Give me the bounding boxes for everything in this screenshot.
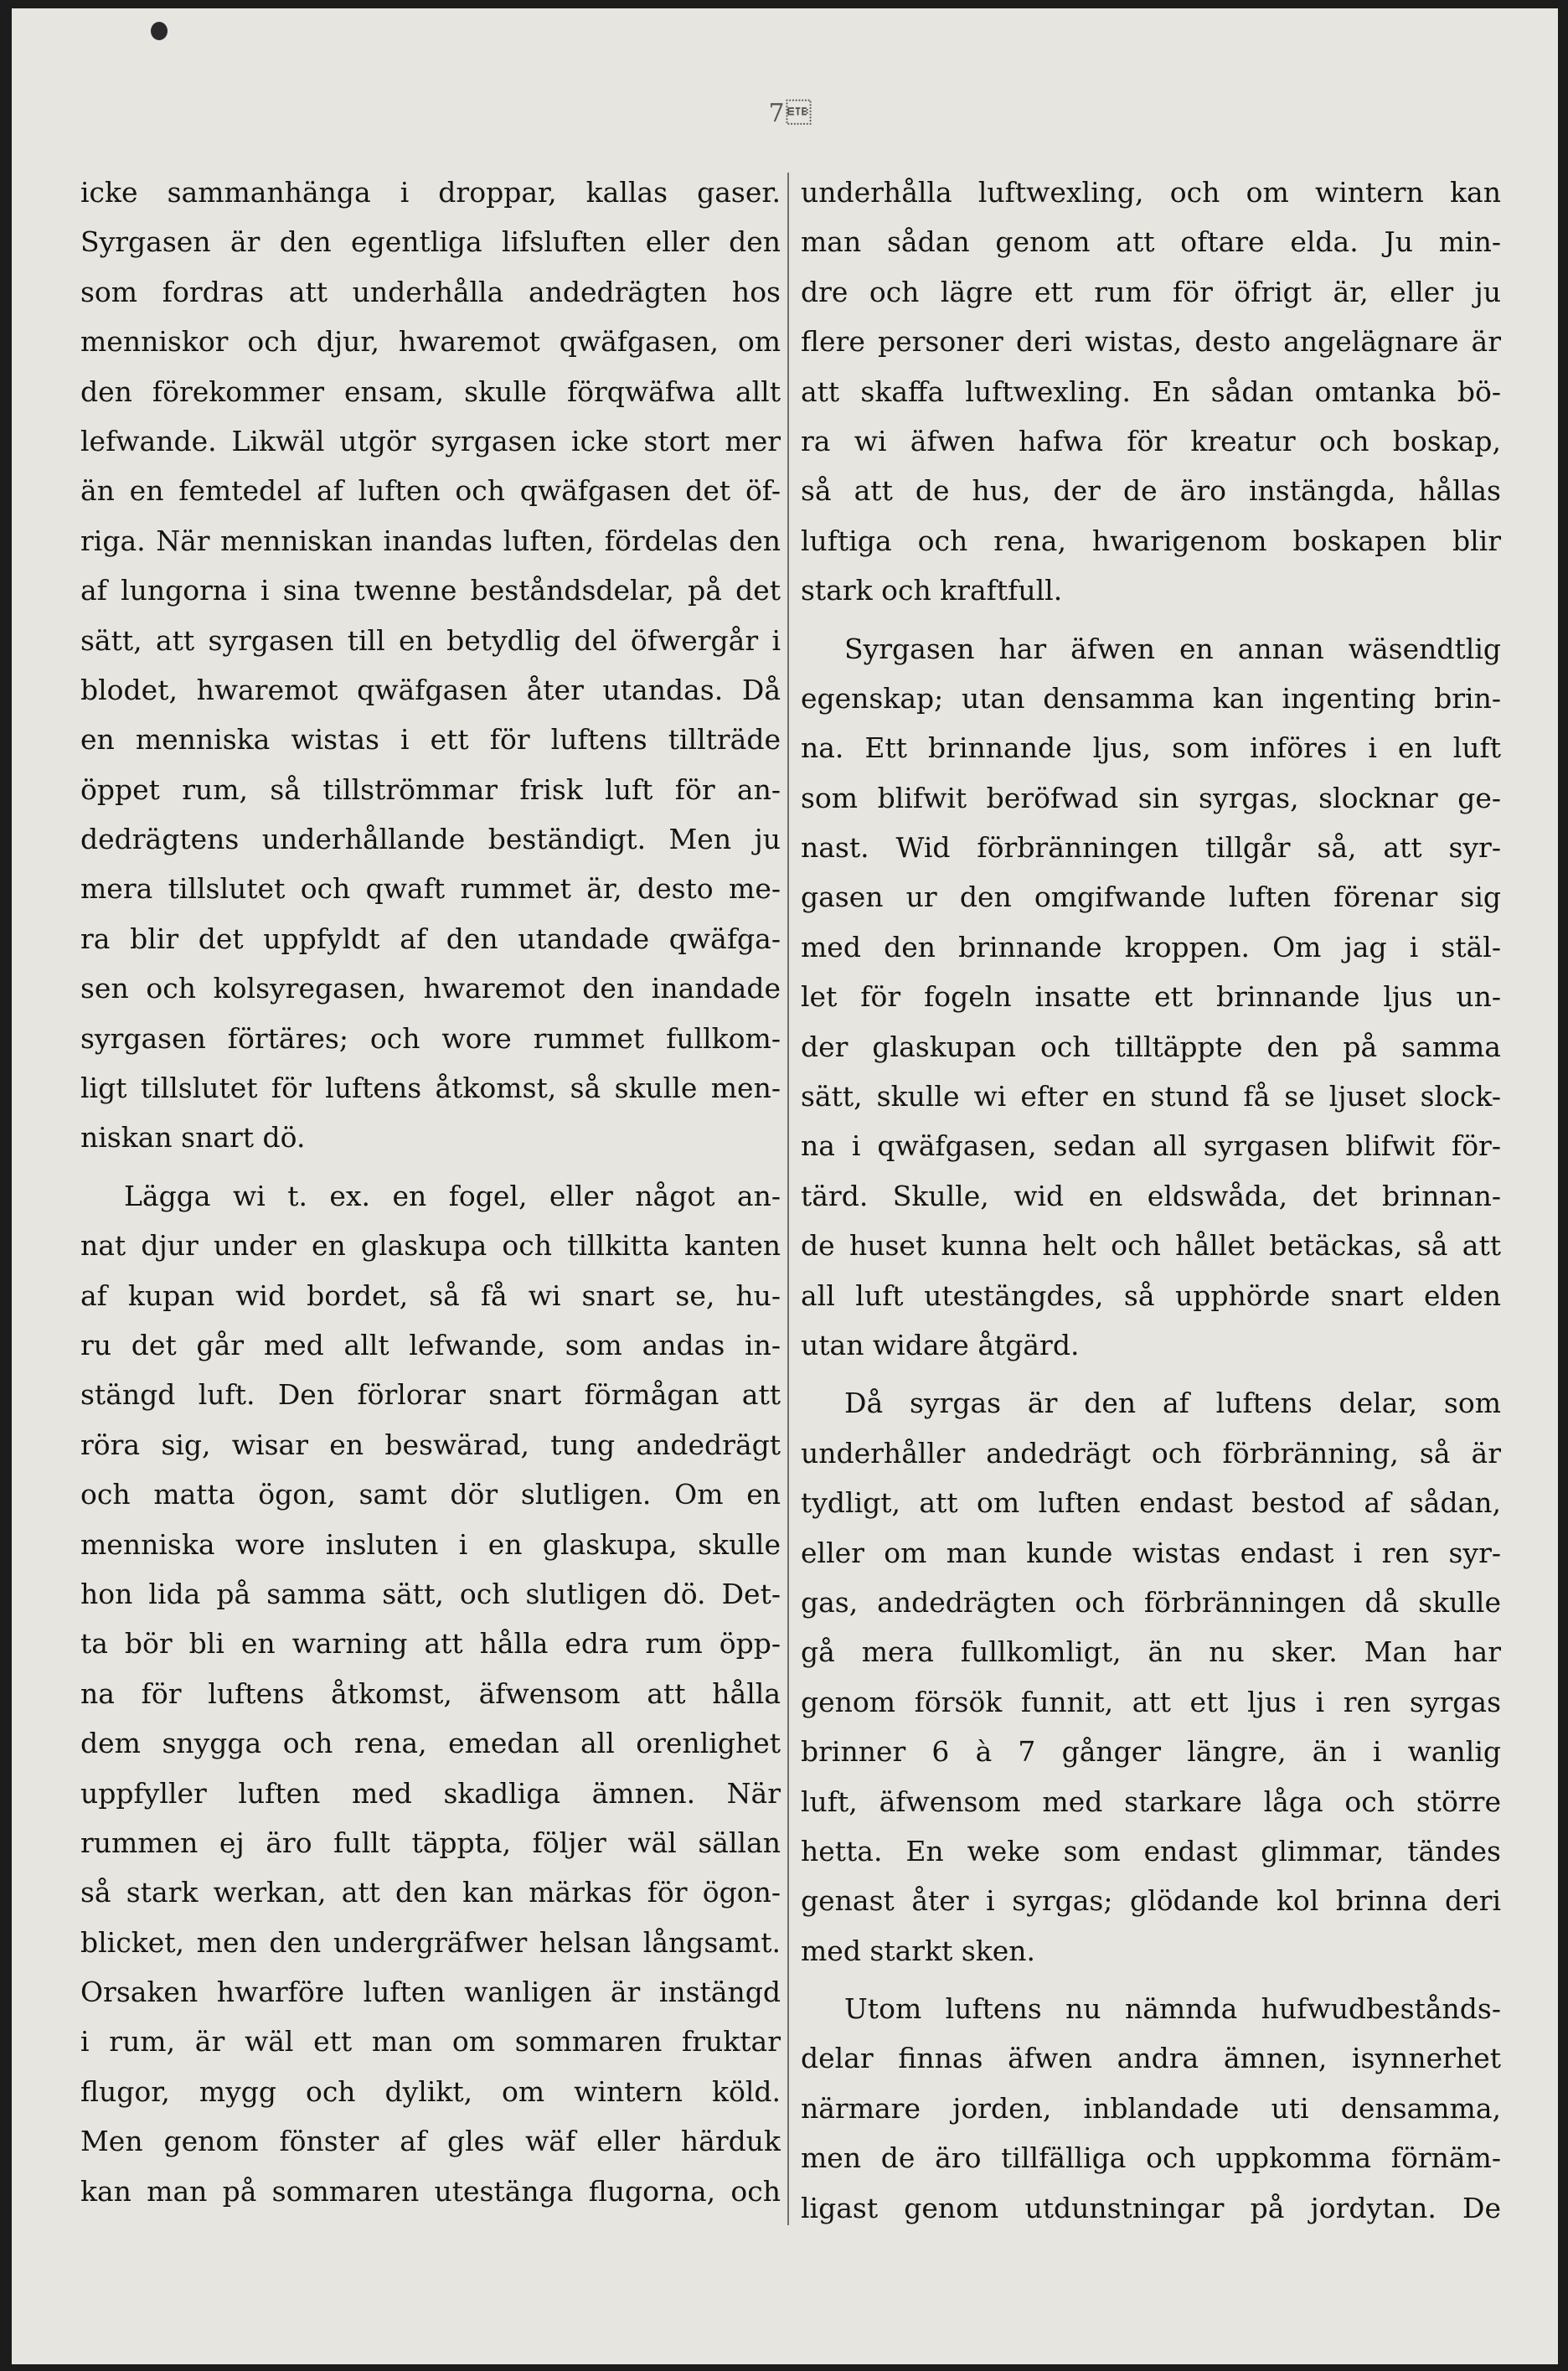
text-line: och matta ögon, samt dör slutligen. Om en (80, 1478, 781, 1511)
left-column (80, 168, 781, 2216)
text-line: tydligt, att om luften endast bestod af sådan, (801, 1486, 1501, 1520)
text-line: som fordras att underhålla andedrägten hos (80, 275, 781, 308)
text-line: na för luftens åtkomst, äfwensom att hålla (80, 1676, 781, 1710)
text-line: gå mera fullkomligt, än nu sker. Man har (801, 1635, 1501, 1669)
text-line: tärd. Skulle, wid en eldswåda, det brinnan- (801, 1179, 1501, 1212)
text-line: flere personer deri wistas, desto angelägnare är (801, 325, 1501, 359)
text-line: de huset kunna helt och hållet betäckas, så att (801, 1229, 1501, 1263)
text-line: den förekommer ensam, skulle förqwäfwa allt (80, 375, 781, 408)
text-line: riga. När menniskan inandas luften, fördelas den (80, 524, 781, 557)
text-line: menniskor och djur, hwaremot qwäfgasen, om (80, 325, 781, 359)
text-line: som blifwit beröfwad sin syrgas, slocknar ge- (801, 781, 1501, 814)
text-line: uppfyller luften med skadliga ämnen. När (80, 1776, 781, 1810)
text-line: blicket, men den undergräfwer helsan långsamt. (80, 1925, 781, 1959)
text-line: niskan snart dö. (80, 1121, 306, 1155)
text-line: Lägga wi t. ex. en fogel, eller något an- (124, 1179, 781, 1212)
text-line: gas, andedrägten och förbränningen då skulle (801, 1585, 1501, 1619)
text-line: dedrägtens underhållande beständigt. Men ju (80, 823, 781, 856)
text-line: ra blir det uppfyldt af den utandade qwäfga- (80, 922, 781, 955)
text-line: man sådan genom att oftare elda. Ju min- (801, 225, 1501, 259)
text-line: nat djur under en glaskupa och tillkitta kanten (80, 1229, 781, 1263)
text-line: sätt, skulle wi efter en stund få se ljuset slock- (801, 1080, 1501, 1113)
text-line: hon lida på samma sätt, och slutligen dö. Det- (80, 1577, 781, 1610)
text-line: med den brinnande kroppen. Om jag i stäl- (801, 930, 1501, 963)
text-line: mera tillslutet och qwaft rummet är, desto me- (80, 872, 781, 906)
text-line: der glaskupan och tilltäppte den på samma (801, 1030, 1501, 1063)
text-line: dem snygga och rena, emedan all orenlighet (80, 1727, 781, 1760)
text-line: Då syrgas är den af luftens delar, som (844, 1387, 1501, 1420)
text-line: nast. Wid förbränningen tillgår så, att syr- (801, 831, 1501, 865)
text-line: stängd luft. Den förlorar snart förmågan att (80, 1378, 781, 1412)
text-line: hetta. En weke som endast glimmar, tändes (801, 1834, 1501, 1867)
text-line: i rum, är wäl ett man om sommaren fruktar (80, 2025, 781, 2058)
text-line: lefwande. Likwäl utgör syrgasen icke stort mer (80, 424, 781, 457)
text-line: egenskap; utan densamma kan ingenting brin- (801, 681, 1501, 715)
text-line: af kupan wid bordet, så få wi snart se, hu- (80, 1278, 781, 1312)
text-line: underhåller andedrägt och förbränning, så är (801, 1436, 1501, 1470)
right-column (801, 168, 1501, 2233)
text-line: men de äro tillfälliga och uppkomma förnäm- (801, 2141, 1501, 2175)
text-line: än en femtedel af luften och qwäfgasen det öf- (80, 474, 781, 508)
text-line: ta bör bli en warning att hålla edra rum öpp- (80, 1627, 781, 1661)
text-line: na. Ett brinnande ljus, som införes i en luft (801, 731, 1501, 765)
text-line: dre och lägre ett rum för öfrigt är, eller ju (801, 275, 1501, 308)
text-line: genom försök funnit, att ett ljus i ren syrgas (801, 1685, 1501, 1718)
text-line: Utom luftens nu nämnda hufwudbestånds- (844, 1992, 1501, 2026)
text-line: rummen ej äro fullt täppta, följer wäl sällan (80, 1826, 781, 1859)
text-line: ru det går med allt lefwande, som andas in- (80, 1328, 781, 1361)
text-line: luft, äfwensom med starkare låga och större (801, 1785, 1501, 1818)
text-line: med starkt sken. (801, 1934, 1036, 1967)
text-line: ligast genom utdunstningar på jordytan. De (801, 2191, 1501, 2224)
text-line: så stark werkan, att den kan märkas för ögon- (80, 1876, 781, 1909)
text-line: luftiga och rena, hwarigenom boskapen blir (801, 524, 1501, 557)
book-page (12, 8, 1558, 2364)
text-line: flugor, mygg och dylikt, om wintern köld. (80, 2074, 781, 2108)
text-line: Syrgasen är den egentliga lifsluften eller den (80, 225, 781, 259)
text-line: ligt tillslutet för luftens åtkomst, så skulle men- (80, 1072, 781, 1105)
text-line: gasen ur den omgifwande luften förenar sig (801, 881, 1501, 914)
text-line: att skaffa luftwexling. En sådan omtanka bö- (801, 375, 1501, 408)
text-line: sätt, att syrgasen till en betydlig del öfwergår i (80, 623, 781, 657)
text-line: sen och kolsyregasen, hwaremot den inandade (80, 972, 781, 1005)
text-line: na i qwäfgasen, sedan all syrgasen blifwit för- (801, 1129, 1501, 1163)
text-line: eller om man kunde wistas endast i ren syr- (801, 1536, 1501, 1569)
column-divider (787, 173, 789, 2225)
text-line: ra wi äfwen hafwa för kreatur och boskap, (801, 424, 1501, 457)
text-line: en menniska wistas i ett för luftens tillträde (80, 723, 781, 757)
ink-blot (151, 22, 168, 40)
text-line: stark och kraftfull. (801, 574, 1063, 607)
text-line: Syrgasen har äfwen en annan wäsendtlig (844, 632, 1501, 665)
text-line: delar finnas äfwen andra ämnen, isynnerhet (801, 2042, 1501, 2075)
text-line: blodet, hwaremot qwäfgasen åter utandas. Då (80, 673, 781, 706)
text-line: let för fogeln insatte ett brinnande ljus un- (801, 980, 1501, 1014)
page-number: 7 (768, 99, 813, 128)
text-line: röra sig, wisar en beswärad, tung andedrägt (80, 1428, 781, 1461)
text-line: brinner 6 à 7 gånger längre, än i wanlig (801, 1735, 1501, 1769)
text-line: Orsaken hwarföre luften wanligen är instängd (80, 1976, 781, 2009)
text-line: all luft utestängdes, så upphörde snart elden (801, 1278, 1501, 1312)
text-line: kan man på sommaren utestänga flugorna, och (80, 2174, 781, 2208)
text-line: närmare jorden, inblandade uti densamma, (801, 2091, 1501, 2125)
text-line: så att de hus, der de äro instängda, hållas (801, 474, 1501, 508)
text-line: öppet rum, så tillströmmar frisk luft för an- (80, 772, 781, 806)
text-line: genast åter i syrgas; glödande kol brinna deri (801, 1884, 1501, 1918)
text-line: syrgasen förtäres; och wore rummet fullkom- (80, 1021, 781, 1055)
text-line: underhålla luftwexling, och om wintern kan (801, 176, 1501, 209)
text-line: utan widare åtgärd. (801, 1328, 1080, 1361)
text-line: Men genom fönster af gles wäf eller härduk (80, 2125, 781, 2158)
text-line: menniska wore insluten i en glaskupa, skulle (80, 1527, 781, 1561)
text-line: af lungorna i sina twenne beståndsdelar, på det (80, 574, 781, 607)
text-line: icke sammanhänga i droppar, kallas gaser. (80, 176, 781, 209)
